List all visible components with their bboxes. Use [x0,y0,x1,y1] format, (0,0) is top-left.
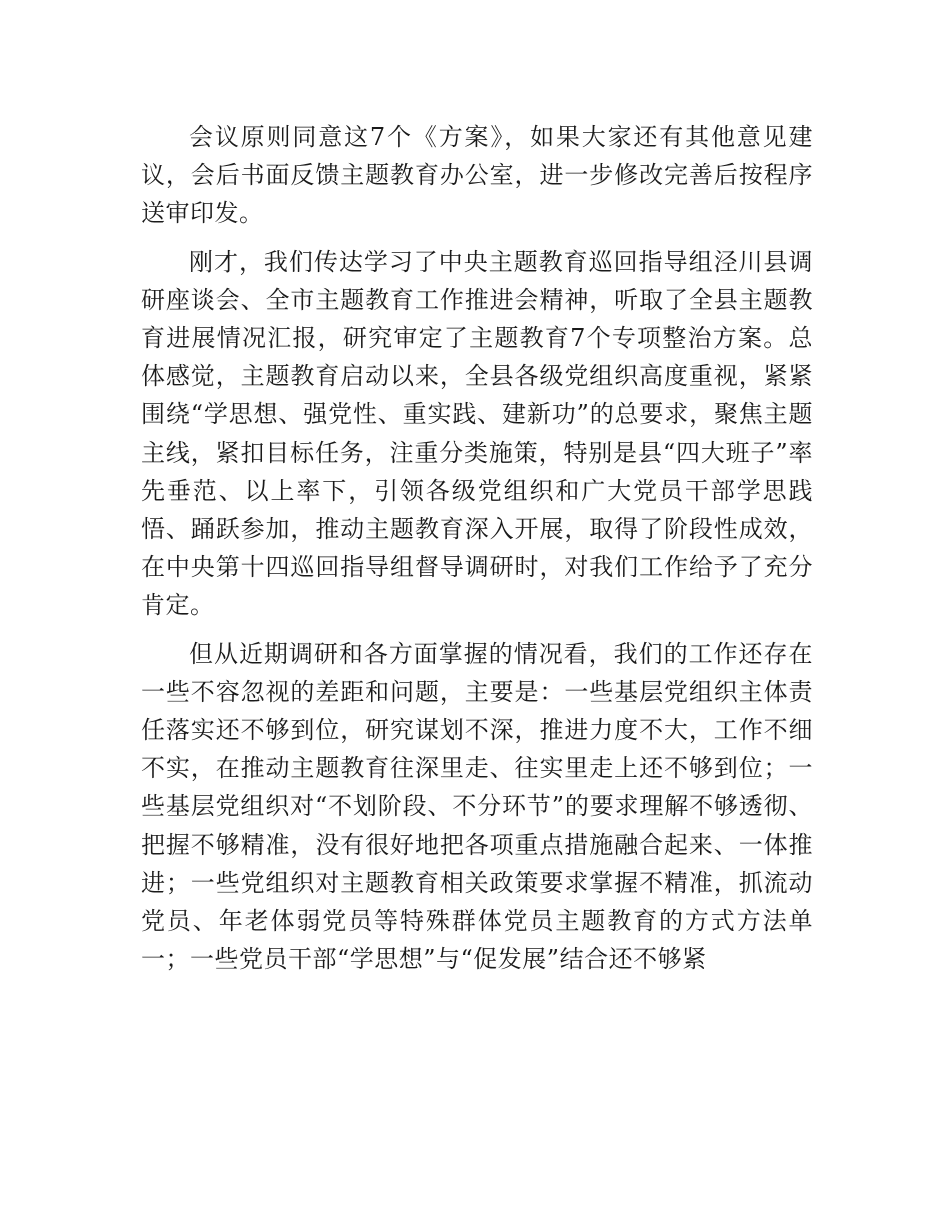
paragraph-1: 会议原则同意这7个《方案》，如果大家还有其他意见建议，会后书面反馈主题教育办公室，进一步修改完善后按程序送审印发。 [141,123,813,228]
paragraph-2: 刚才，我们传达学习了中央主题教育巡回指导组泾川县调研座谈会、全市主题教育工作推进会精神，听取了全县主题教育进展情况汇报，研究审定了主题教育7个专项整治方案。总体感觉，主题教育启动以来，全县各级党组织高度重视，紧紧围绕“学思想、强党性、重实践、建新功”的总要求，聚焦主题主线，紧扣目标任务，注重分类施策，特别是县“四大班子”率先垂范、以上率下，引领各级党组织和广大党员干部学思践悟、踊跃参加，推动主题教育深入开展，取得了阶段性成效，在中央第十四巡回指导组督导调研时，对我们工作给予了充分肯定。 [141,247,813,620]
paragraph-3: 但从近期调研和各方面掌握的情况看，我们的工作还存在一些不容忽视的差距和问题，主要是：一些基层党组织主体责任落实还不够到位，研究谋划不深，推进力度不大，工作不细不实，在推动主题教育往深里走、往实里走上还不够到位；一些基层党组织对“不划阶段、不分环节”的要求理解不够透彻、把握不够精准，没有很好地把各项重点措施融合起来、一体推进；一些党组织对主题教育相关政策要求掌握不精准，抓流动党员、年老体弱党员等特殊群体党员主题教育的方式方法单一；一些党员干部“学思想”与“促发展”结合还不够紧 [141,639,813,974]
document-body [141,118,813,988]
